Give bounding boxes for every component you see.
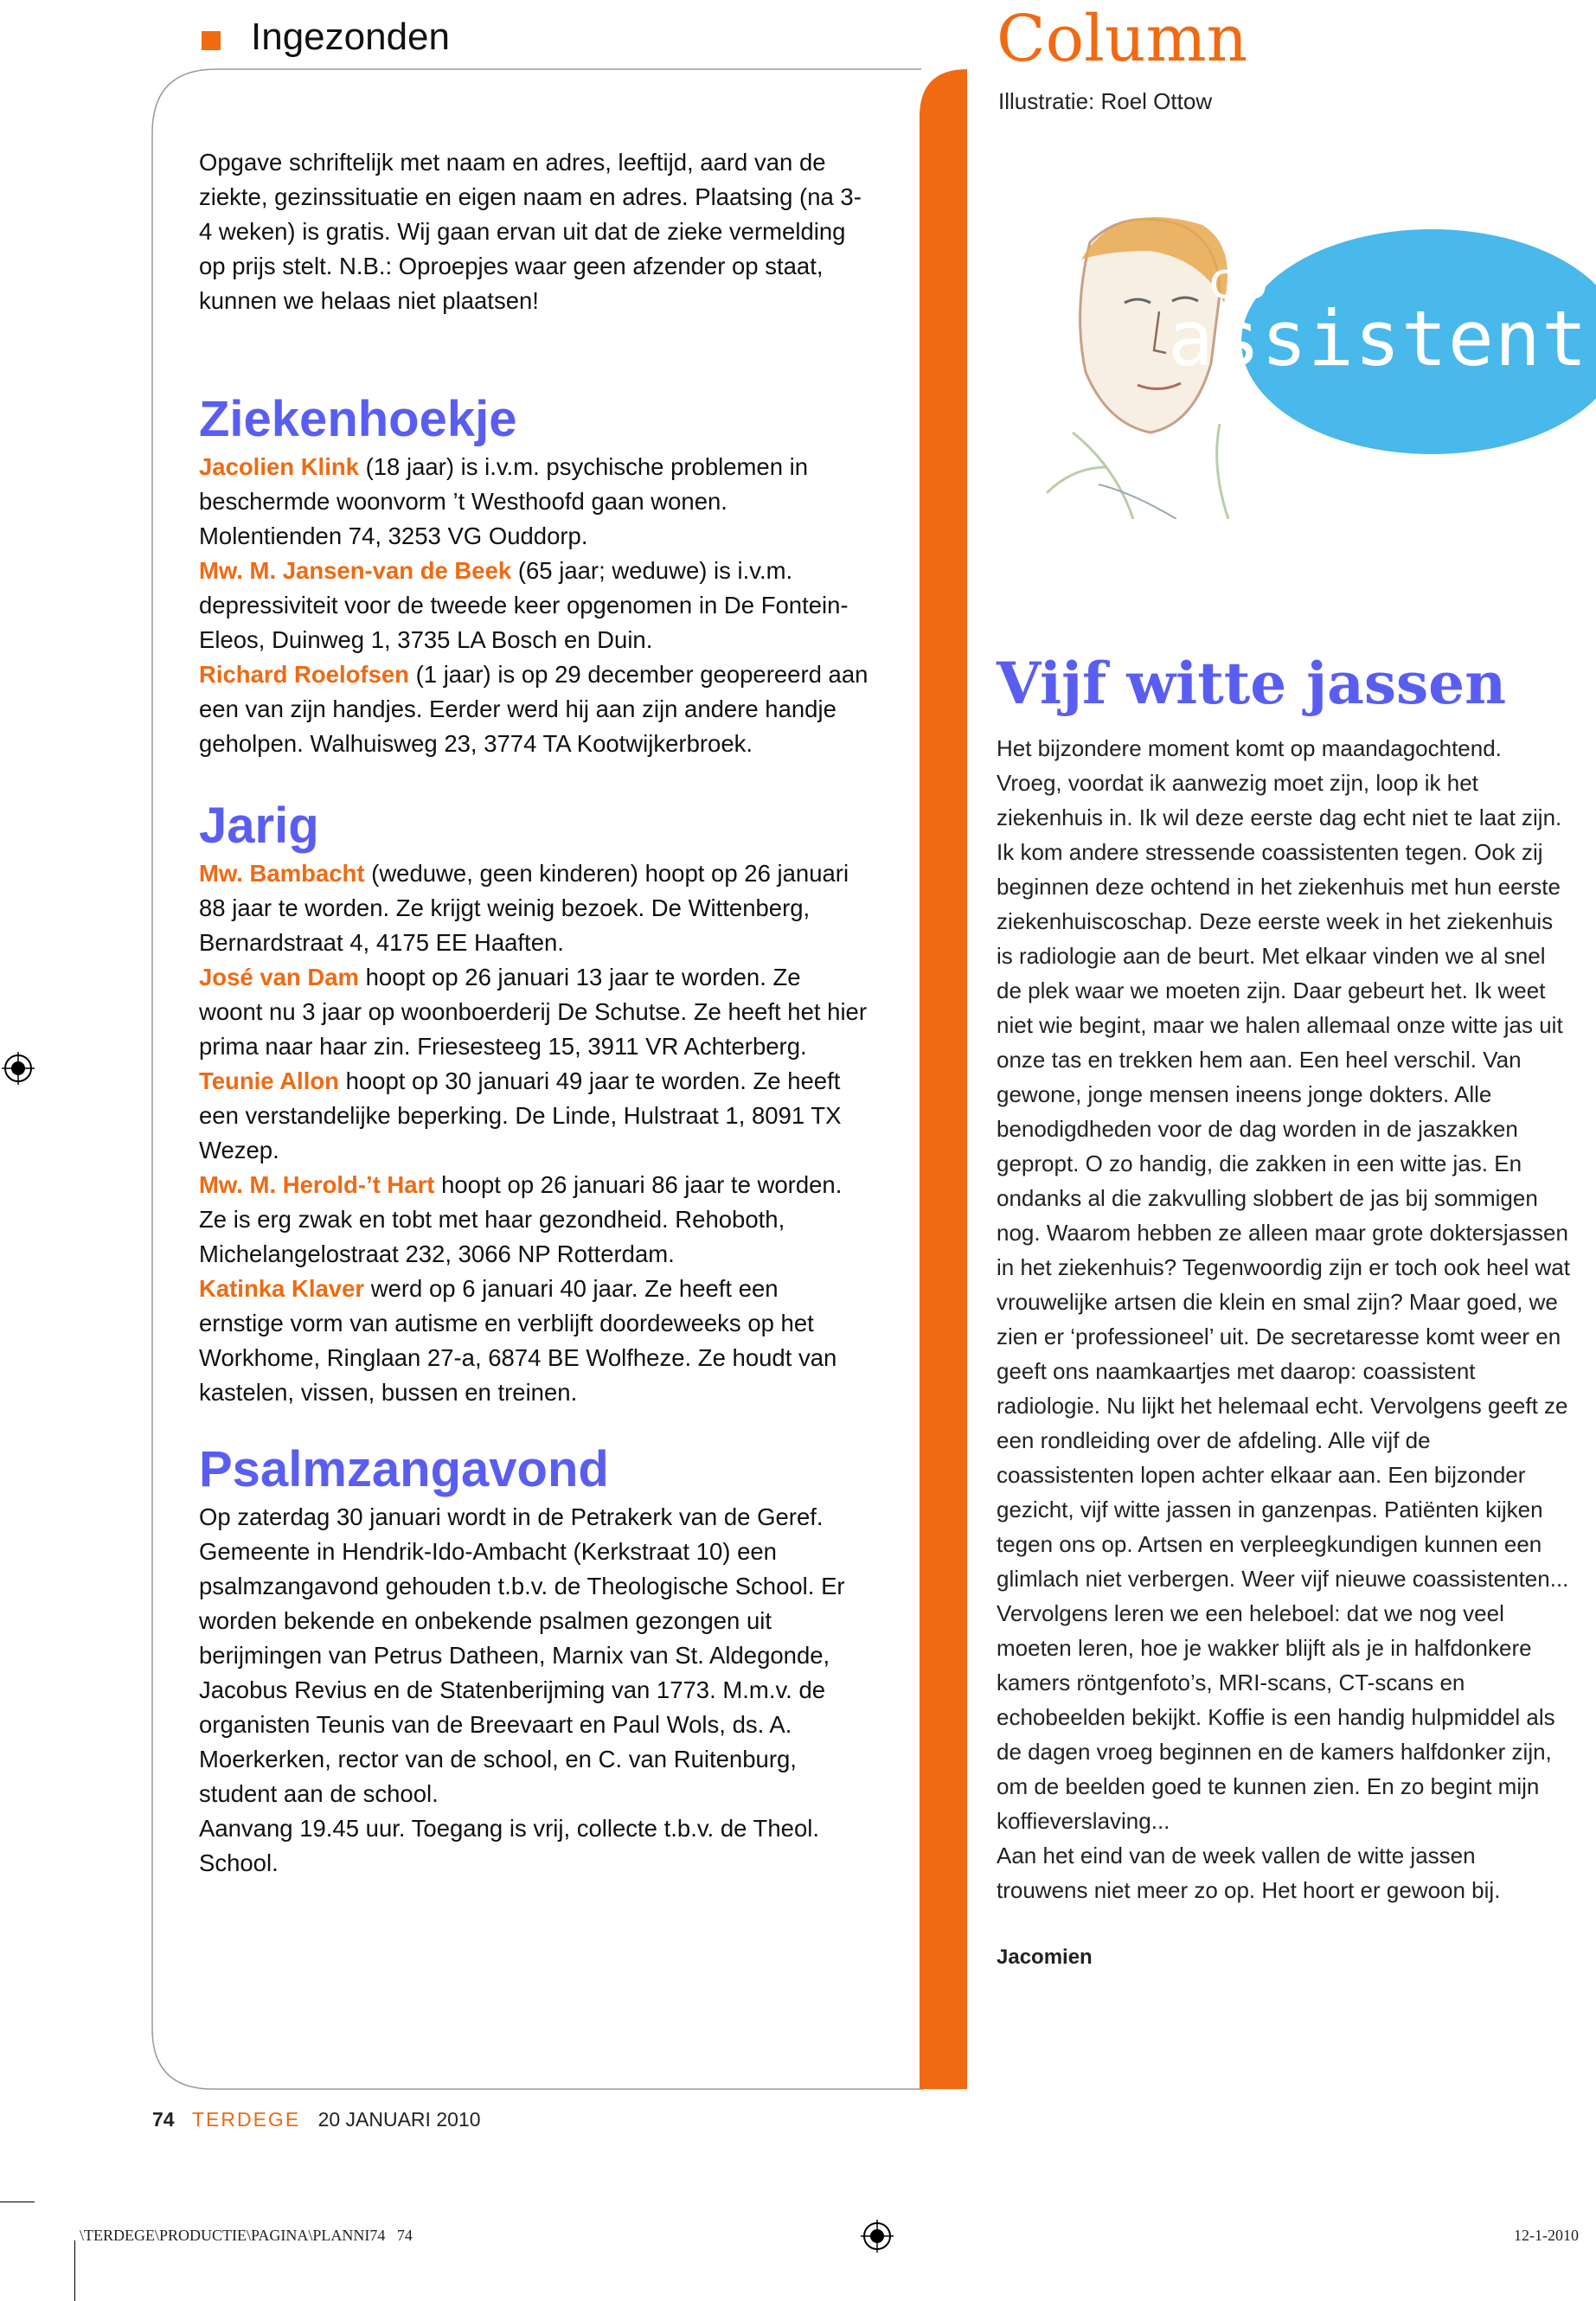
logo-text-assistent: assistent [1168, 294, 1588, 383]
entry-text: werd op 6 januari 40 jaar. Ze heeft een ernstige vorm van autisme en verblijft doordeweeks op het Workhome, Ringlaan 27-a, 6874 BE Wolfheze. Ze houdt van kastelen, vissen, bussen en treinen. [199, 1275, 837, 1406]
entry-text: hoopt op 26 januari 86 jaar te worden. Ze is erg zwak en tobt met haar gezondheid. Rehoboth, Michelangelostraat 232, 3066 NP Rotterdam. [199, 1171, 843, 1267]
entry-name: Mw. M. Jansen-van de Beek [199, 557, 512, 584]
entry-text: (1 jaar) is op 29 december geopereerd aan een van zijn handjes. Eerder werd hij aan zijn andere handje geholpen. Walhuisweg 23, 3774 TA Kootwijkerbroek. [199, 661, 869, 757]
issue-date: 20 JANUARI 2010 [317, 2108, 481, 2131]
registration-mark-icon [861, 2220, 894, 2253]
list-item [199, 657, 869, 761]
entry-text: (weduwe, geen kinderen) hoopt op 26 januari 88 jaar te worden. Ze krijgt weinig bezoek. De Wittenberg, Bernardstraat 4, 4175 EE Haaften. [199, 860, 849, 956]
section-label: Ingezonden [251, 16, 450, 58]
jarig-heading: Jarig [199, 798, 319, 854]
orange-bar [920, 69, 967, 2089]
intro-text: Opgave schriftelijk met naam en adres, leeftijd, aard van de ziekte, gezinssituatie en eigen naam en adres. Plaatsing (na 3-4 weken) is gratis. Wij gaan ervan uit dat de zieke vermelding op prijs stelt. N.B.: Oproepjes waar geen afzender op staat, kunnen we helaas niet plaatsen! [199, 149, 862, 314]
page-number: 74 [152, 2108, 175, 2131]
slug-date: 12-1-2010 [1514, 2227, 1579, 2244]
entry-text: hoopt op 26 januari 13 jaar te worden. Ze woont nu 3 jaar op woonboerderij De Schutse. Ze heeft het hier prima naar haar zin. Friesesteeg 15, 3911 VR Achterberg. [199, 964, 868, 1060]
column-heading: Vijf witte jassen [997, 650, 1507, 717]
entry-name: José van Dam [199, 964, 359, 990]
ziekenhoekje-heading: Ziekenhoekje [199, 391, 517, 447]
entry-name: Katinka Klaver [199, 1275, 365, 1302]
list-item [199, 1168, 869, 1272]
column-paragraph-3: Aan het eind van de week vallen de witte jassen trouwens niet meer zo op. Het hoort er gewoon bij. [997, 1843, 1501, 1903]
illustration-credit: Illustratie: Roel Ottow [998, 88, 1213, 114]
coassistent-illustration [995, 208, 1596, 519]
list-item [199, 1272, 869, 1410]
crop-mark [74, 2240, 75, 2301]
entry-text: hoopt op 30 januari 49 jaar te worden. Ze heeft een verstandelijke beperking. De Linde, Hulstraat 1, 8091 TX Wezep. [199, 1067, 842, 1163]
entry-name: Teunie Allon [199, 1067, 339, 1094]
list-item [199, 554, 869, 657]
registration-mark-icon [2, 1052, 35, 1085]
slug-path: \TERDEGE\PRODUCTIE\PAGINA\PLANNI74 74 [80, 2227, 413, 2244]
psalm-text: Op zaterdag 30 januari wordt in de Petrakerk van de Geref. Gemeente in Hendrik-Ido-Ambacht (Kerkstraat 10) een psalmzangavond gehouden t.b.v. de Theologische School. Er worden bekende en onbekende psalmen gezongen uit berijmingen van Petrus Datheen, Marnix van St. Aldegonde, Jacobus Revius en de Statenberijming van 1773. M.m.v. de organisten Teunis van de Breevaart en Paul Wols, ds. A. Moerkerken, rector van de school, en C. van Ruitenburg, student aan de school. [199, 1503, 845, 1807]
logo-text-co: co [1207, 251, 1271, 310]
column-title: Column [997, 2, 1248, 76]
list-item [199, 856, 869, 960]
entry-name: Mw. M. Herold-’t Hart [199, 1171, 435, 1198]
list-item [199, 1064, 869, 1168]
column-paragraph-1: Het bijzondere moment komt op maandagochtend. Vroeg, voordat ik aanwezig moet zijn, loop ik het ziekenhuis in. Ik wil deze eerste dag echt niet te laat zijn. Ik kom andere stressende coassistenten tegen. Ook zij beginnen deze ochtend in het ziekenhuis met hun eerste ziekenhuiscoschap. Deze eerste week in het ziekenhuis is radiologie aan de beurt. Met elkaar vinden we al snel de plek waar we moeten zijn. Daar gebeurt het. Ik weet niet wie begint, maar we halen allemaal onze witte jas uit onze tas en trekken hem aan. Een heel verschil. Van gewone, jonge mensen ineens jonge dokters. Alle benodigdheden voor de dag worden in de jaszakken gepropt. O zo handig, die zakken in een witte jas. En ondanks al die zakvulling slobbert de jas bij sommigen nog. Waarom hebben ze alleen maar grote doktersjassen in het ziekenhuis? Tegenwoordig zijn er toch ook heel wat vrouwelijke artsen die klein en smal zijn? Maar goed, we zien er ‘professioneel’ uit. De secretaresse komt weer en geeft ons naamkaartjes met daarop: coassistent radiologie. Nu lijkt het helemaal echt. Vervolgens geeft ze een rondleiding over de afdeling. Alle vijf de coassistenten lopen achter elkaar aan. Een bijzonder gezicht, vijf witte jassen in ganzenpas. Patiënten kijken tegen ons op. Artsen en verpleegkundigen kunnen een glimlach niet verbergen. Weer vijf nieuwe coassistenten... [997, 735, 1570, 1592]
psalm-text-2: Aanvang 19.45 uur. Toegang is vrij, collecte t.b.v. de Theol. School. [199, 1815, 819, 1876]
list-item [199, 960, 869, 1064]
column-paragraph-2: Vervolgens leren we een heleboel: dat we nog veel moeten leren, hoe je wakker blijft als je in halfdonkere kamers röntgenfoto’s, MRI-scans, CT-scans en echobeelden bekijkt. Koffie is een handig hulpmiddel als de dagen vroeg beginnen en de kamers halfdonker zijn, om de beelden goed te kunnen zien. En zo begint mijn koffieverslaving... [997, 1600, 1555, 1834]
list-item [199, 450, 869, 554]
column-author: Jacomien [997, 1945, 1093, 1969]
entry-text: (18 jaar) is i.v.m. psychische problemen in beschermde woonvorm ’t Westhoofd gaan wonen. Molentienden 74, 3253 VG Ouddorp. [199, 453, 809, 549]
magazine-name: TERDEGE [191, 2108, 301, 2131]
entry-name: Mw. Bambacht [199, 860, 365, 887]
entry-text: (65 jaar; weduwe) is i.v.m. depressiviteit voor de tweede keer opgenomen in De Fontein-Eleos, Duinweg 1, 3735 LA Bosch en Duin. [199, 557, 849, 653]
entry-name: Richard Roelofsen [199, 661, 409, 688]
entry-name: Jacolien Klink [199, 453, 359, 480]
psalm-heading: Psalmzangavond [199, 1441, 609, 1497]
